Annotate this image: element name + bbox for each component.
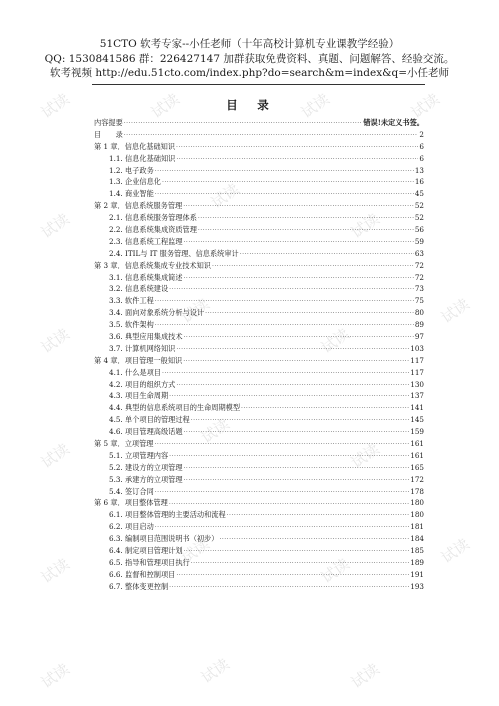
toc-entry-page: 45 xyxy=(414,189,424,199)
watermark-text: 试读 xyxy=(37,554,73,587)
toc-section-entry[interactable] xyxy=(94,331,424,343)
page-header xyxy=(0,37,499,81)
toc-entry-page: 13 xyxy=(414,165,424,175)
toc-entry-label: 4.1. 什么是项目 xyxy=(109,367,161,377)
toc-entry-label: 4.6. 项目管理高级话题 xyxy=(109,427,183,437)
toc-section-entry[interactable] xyxy=(94,509,424,521)
toc-entry-page: 141 xyxy=(410,403,424,413)
toc-entry-label: 5.3. 承建方的立项管理 xyxy=(109,474,183,484)
toc-entry-label: 第 5 章．立项管理 xyxy=(94,439,154,449)
toc-entry-label: 3.2. 信息系统建设 xyxy=(109,284,169,294)
toc-leader-dots xyxy=(169,390,409,402)
toc-section-entry[interactable] xyxy=(94,343,424,355)
toc-section-entry[interactable] xyxy=(94,307,424,319)
toc-section-entry[interactable] xyxy=(94,248,424,260)
toc-entry-page: 137 xyxy=(410,391,424,401)
watermark-text: 试读 xyxy=(37,324,73,357)
toc-section-entry[interactable] xyxy=(94,462,424,474)
toc-entry-page: 错误!未定义书签。 xyxy=(363,117,424,127)
watermark-text: 试读 xyxy=(317,324,353,357)
toc-entry-page: 180 xyxy=(410,498,424,508)
toc-entry-label: 3.6. 典型应用集成技术 xyxy=(109,332,183,342)
toc-leader-dots xyxy=(205,307,414,319)
toc-leader-dots xyxy=(176,153,418,165)
toc-entry-page: 16 xyxy=(414,177,424,187)
toc-leader-dots xyxy=(162,367,409,379)
toc-section-entry[interactable] xyxy=(94,212,424,224)
toc-section-entry[interactable] xyxy=(94,367,424,379)
toc-leader-dots xyxy=(154,438,409,450)
toc-entry-page: 103 xyxy=(410,343,424,353)
toc-entry-label: 6.1. 项目整体管理的主要活动和流程 xyxy=(109,510,226,520)
watermark-text: 试读 xyxy=(437,294,473,327)
watermark-text: 试读 xyxy=(207,179,243,212)
toc-leader-dots xyxy=(155,486,410,498)
toc-leader-dots xyxy=(184,272,414,284)
toc-leader-dots xyxy=(155,188,414,200)
toc-entry-page: 2 xyxy=(419,129,424,139)
toc-title: 目 录 xyxy=(226,98,273,112)
toc-section-entry[interactable] xyxy=(94,569,424,581)
toc-entry-page: 117 xyxy=(410,355,424,365)
toc-leader-dots xyxy=(227,509,410,521)
toc-entry-label: 4.4. 典型的信息系统项目的生命周期模型 xyxy=(109,403,241,413)
toc-section-entry[interactable] xyxy=(94,319,424,331)
toc-leader-dots xyxy=(198,212,414,224)
header-divider xyxy=(92,84,425,85)
toc-entry-page: 184 xyxy=(410,534,424,544)
toc-entry-label: 3.4. 面向对象系统分析与设计 xyxy=(109,308,205,318)
toc-entry-label: 6.3. 编制项目范围说明书（初步） xyxy=(109,534,219,544)
toc-entry-label: 5.2. 建设方的立项管理 xyxy=(109,462,183,472)
header-line-2: QQ: 1530841586 群：226427147 加群获取免费资料、真题、问题解答、经验交流。 xyxy=(44,52,455,65)
toc-leader-dots xyxy=(124,129,419,141)
toc-entry-page: 73 xyxy=(414,284,424,294)
toc-entry-page: 52 xyxy=(414,201,424,211)
toc-entry-page: 159 xyxy=(410,427,424,437)
toc-leader-dots xyxy=(184,545,410,557)
watermark-text: 试读 xyxy=(37,659,73,692)
toc-section-entry[interactable] xyxy=(94,283,424,295)
watermark-text: 试读 xyxy=(197,414,233,447)
toc-leader-dots xyxy=(176,141,418,153)
toc-entry-page: 52 xyxy=(414,213,424,223)
toc-entry-label: 第 4 章．项目管理一般知识 xyxy=(94,355,183,365)
watermark-text: 试读 xyxy=(407,89,443,122)
toc-entry-label: 目 录 xyxy=(94,129,123,139)
toc-entry-label: 6.4. 制定项目管理计划 xyxy=(109,546,183,556)
toc-entry-page: 117 xyxy=(410,367,424,377)
toc-entry-label: 3.7. 计算机网络知识 xyxy=(109,343,176,353)
toc-leader-dots xyxy=(169,450,409,462)
toc-leader-dots xyxy=(169,498,409,510)
toc-entry-label: 5.4. 签订合同 xyxy=(109,486,154,496)
toc-section-entry[interactable] xyxy=(94,295,424,307)
toc-chapter-entry[interactable] xyxy=(94,355,424,367)
toc-leader-dots xyxy=(184,426,410,438)
toc-entry-label: 6.2. 项目启动 xyxy=(109,522,154,532)
toc-entry-page: 178 xyxy=(410,486,424,496)
toc-leader-dots xyxy=(191,557,410,569)
toc-entry-page: 161 xyxy=(410,439,424,449)
watermark-text: 试读 xyxy=(37,89,73,122)
toc-entry-page: 63 xyxy=(414,248,424,258)
toc-entry-page: 191 xyxy=(410,569,424,579)
toc-entry-label: 内容提要 xyxy=(94,117,123,127)
watermark-text: 试读 xyxy=(177,534,213,567)
toc-entry-page: 180 xyxy=(410,510,424,520)
toc-leader-dots xyxy=(184,474,410,486)
toc-section-entry[interactable] xyxy=(94,390,424,402)
table-of-contents xyxy=(94,117,424,593)
toc-entry-label: 1.2. 电子政务 xyxy=(109,165,154,175)
toc-entry-page: 6 xyxy=(419,153,424,163)
toc-leader-dots xyxy=(198,224,414,236)
toc-entry-page: 72 xyxy=(414,272,424,282)
toc-section-entry[interactable] xyxy=(94,236,424,248)
toc-entry-page: 185 xyxy=(410,546,424,556)
toc-section-entry[interactable] xyxy=(94,165,424,177)
toc-section-entry[interactable] xyxy=(94,545,424,557)
watermark-text: 试读 xyxy=(437,534,473,567)
header-line-3: 软考视频 http://edu.51cto.com/index.php?do=search&m=index&q=小任老师 xyxy=(50,67,449,79)
toc-entry-label: 第 3 章．信息系统集成专业技术知识 xyxy=(94,260,211,270)
toc-chapter-entry[interactable] xyxy=(94,141,424,153)
toc-entry-label: 第 6 章．项目整体管理 xyxy=(94,498,168,508)
toc-entry-page: 59 xyxy=(414,236,424,246)
toc-entry-page: 56 xyxy=(414,225,424,234)
watermark-text: 试读 xyxy=(197,654,233,687)
toc-entry-page: 6 xyxy=(419,141,424,151)
toc-leader-dots xyxy=(162,176,414,188)
watermark-text: 试读 xyxy=(147,89,183,122)
toc-section-entry[interactable] xyxy=(94,153,424,165)
toc-section-entry[interactable] xyxy=(94,188,424,200)
toc-chapter-entry[interactable] xyxy=(94,498,424,510)
toc-leader-dots xyxy=(176,569,409,581)
toc-entry-label: 1.1. 信息化基础知识 xyxy=(109,153,176,163)
toc-section-entry[interactable] xyxy=(94,474,424,486)
toc-leader-dots xyxy=(219,533,409,545)
toc-entry-label: 4.2. 项目的组织方式 xyxy=(109,379,176,389)
toc-entry-page: 75 xyxy=(414,296,424,306)
toc-entry-label: 2.2. 信息系统集成资质管理 xyxy=(109,225,197,234)
watermark-text: 试读 xyxy=(347,209,383,242)
watermark-text: 试读 xyxy=(347,659,383,692)
toc-section-entry[interactable] xyxy=(94,521,424,533)
watermark-text: 试读 xyxy=(177,294,213,327)
toc-leader-dots xyxy=(184,331,414,343)
toc-section-entry[interactable] xyxy=(94,581,424,593)
toc-leader-dots xyxy=(169,283,414,295)
watermark-text: 试读 xyxy=(297,89,333,122)
header-line-1: 51CTO 软考专家--小任老师（十年高校计算机专业课教学经验） xyxy=(99,38,400,50)
toc-entry-label: 6.5. 指导和管理项目执行 xyxy=(109,557,190,567)
toc-section-entry[interactable] xyxy=(94,533,424,545)
toc-section-entry[interactable] xyxy=(94,402,424,414)
toc-entry-page: 130 xyxy=(410,379,424,389)
toc-leader-dots xyxy=(240,248,414,260)
toc-entry-page: 72 xyxy=(414,260,424,270)
toc-entry-page: 89 xyxy=(414,320,424,330)
toc-entry-page: 181 xyxy=(410,522,424,532)
toc-chapter-entry[interactable] xyxy=(94,129,424,141)
toc-leader-dots xyxy=(183,200,414,212)
watermark-text: 试读 xyxy=(347,439,383,472)
toc-entry-label: 第 2 章．信息系统服务管理 xyxy=(94,201,183,211)
watermark-text: 试读 xyxy=(37,209,73,242)
toc-entry-label: 5.1. 立项管理内容 xyxy=(109,450,169,460)
toc-entry-page: 80 xyxy=(414,308,424,318)
toc-chapter-entry[interactable] xyxy=(94,438,424,450)
toc-entry-label: 6.7. 整体变更控制 xyxy=(109,581,169,591)
toc-entry-label: 4.3. 项目生命周期 xyxy=(109,391,169,401)
toc-section-entry[interactable] xyxy=(94,426,424,438)
toc-leader-dots xyxy=(176,343,409,355)
toc-entry-label: 1.3. 企业信息化 xyxy=(109,177,161,187)
toc-entry-label: 2.4. ITIL与 IT 服务管理、信息系统审计 xyxy=(109,248,239,258)
toc-section-entry[interactable] xyxy=(94,414,424,426)
toc-leader-dots xyxy=(184,462,410,474)
toc-leader-dots xyxy=(176,379,409,391)
toc-leader-dots xyxy=(155,319,414,331)
toc-leader-dots xyxy=(155,165,414,177)
toc-entry-page: 145 xyxy=(410,415,424,425)
toc-entry-label: 6.6. 监督和控制项目 xyxy=(109,569,176,579)
toc-entry-page: 189 xyxy=(410,557,424,567)
toc-entry-page: 161 xyxy=(410,450,424,460)
toc-section-entry[interactable] xyxy=(94,379,424,391)
toc-leader-dots xyxy=(191,414,410,426)
toc-entry-page: 97 xyxy=(414,332,424,342)
toc-entry-label: 3.1. 信息系统集成简述 xyxy=(109,272,183,282)
toc-leader-dots xyxy=(155,295,414,307)
toc-section-entry[interactable] xyxy=(94,450,424,462)
watermark-text: 试读 xyxy=(37,439,73,472)
toc-entry-label: 1.4. 商业智能 xyxy=(109,189,154,199)
toc-entry-page: 172 xyxy=(410,474,424,484)
toc-section-entry[interactable] xyxy=(94,486,424,498)
toc-entry-label: 第 1 章．信息化基础知识 xyxy=(94,141,176,151)
toc-entry-label: 2.3. 信息系统工程监理 xyxy=(109,236,183,246)
watermark-text: 试读 xyxy=(317,554,353,587)
toc-leader-dots xyxy=(184,236,414,248)
toc-section-entry[interactable] xyxy=(94,272,424,284)
toc-entry-label: 3.3. 软件工程 xyxy=(109,296,154,306)
toc-leader-dots xyxy=(241,402,409,414)
toc-leader-dots xyxy=(212,260,414,272)
toc-entry-label: 4.5. 单个项目的管理过程 xyxy=(109,415,190,425)
toc-chapter-entry[interactable] xyxy=(94,117,424,129)
toc-section-entry[interactable] xyxy=(94,224,424,236)
toc-chapter-entry[interactable] xyxy=(94,260,424,272)
toc-leader-dots xyxy=(169,581,409,593)
toc-entry-page: 165 xyxy=(410,462,424,472)
toc-section-entry[interactable] xyxy=(94,176,424,188)
toc-entry-label: 2.1. 信息系统服务管理体系 xyxy=(109,213,197,223)
toc-leader-dots xyxy=(183,355,409,367)
toc-leader-dots xyxy=(155,521,410,533)
toc-leader-dots xyxy=(124,117,363,129)
toc-section-entry[interactable] xyxy=(94,557,424,569)
toc-chapter-entry[interactable] xyxy=(94,200,424,212)
toc-entry-label: 3.5. 软件架构 xyxy=(109,320,154,330)
toc-entry-page: 193 xyxy=(410,581,424,591)
